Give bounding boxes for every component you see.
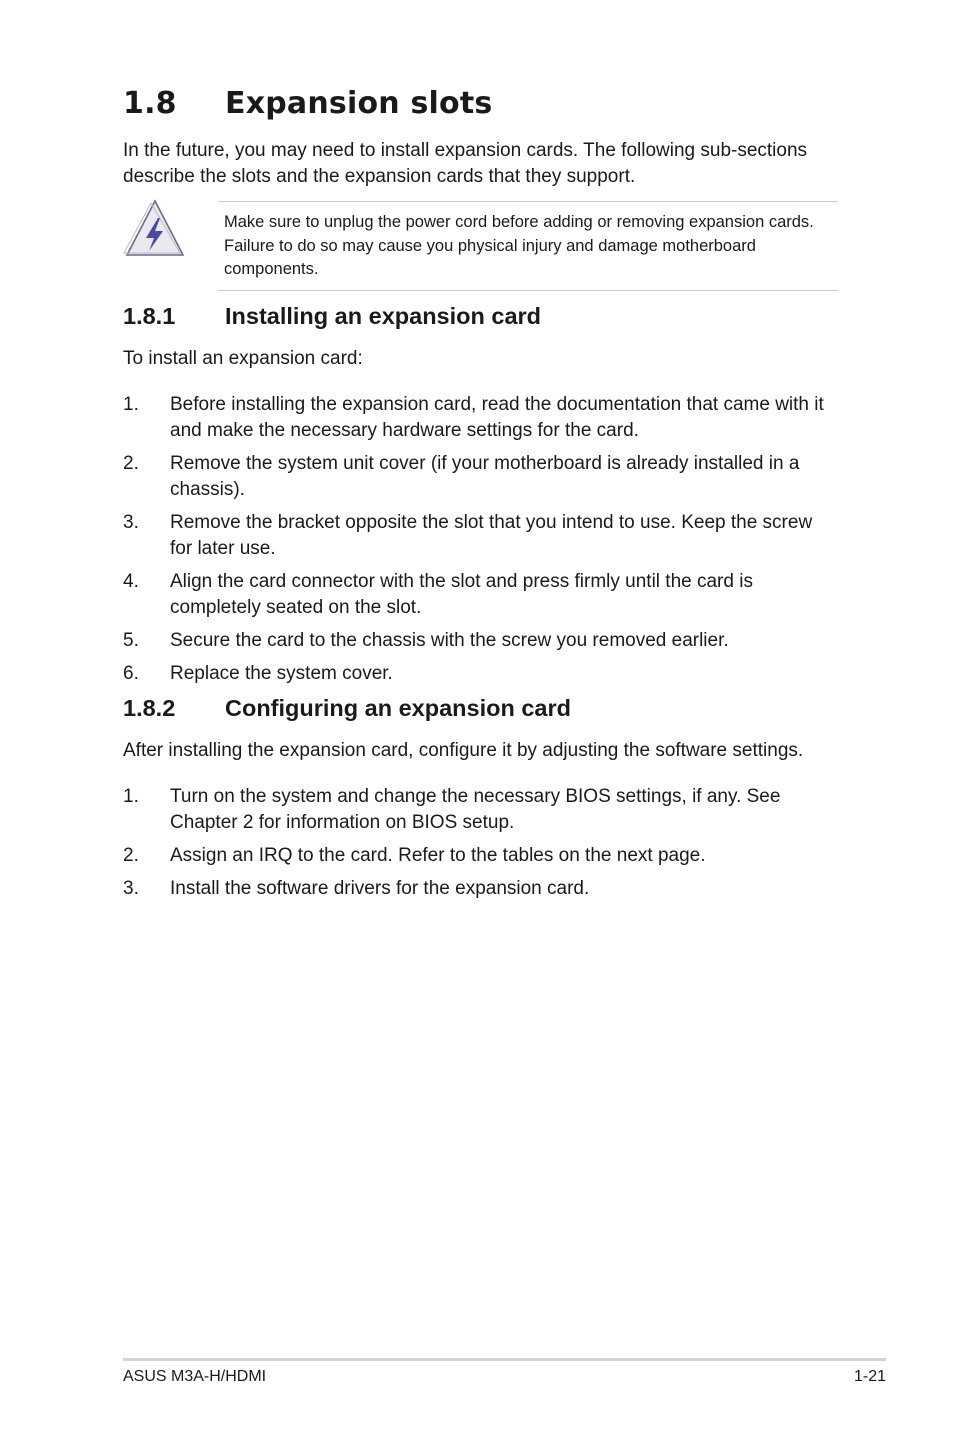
step-number: 5. — [123, 630, 139, 651]
subsection-title-configuring — [123, 695, 571, 722]
install-steps-list — [123, 392, 838, 694]
subsection-title-text: Configuring an expansion card — [225, 695, 572, 721]
step-number: 6. — [123, 663, 139, 684]
step-text: Assign an IRQ to the card. Refer to the tables on the next page. — [170, 845, 706, 866]
step-text: Turn on the system and change the necessary BIOS settings, if any. See Chapter 2 for information on BIOS setup. — [170, 786, 781, 833]
subsection-number: 1.8.2 — [123, 695, 176, 721]
step-number: 3. — [123, 878, 139, 899]
step-text: Replace the system cover. — [170, 663, 393, 684]
footer-page-number: 1-21 — [853, 1368, 886, 1385]
step-text: Secure the card to the chassis with the screw you removed earlier. — [170, 630, 729, 651]
step-text: Before installing the expansion card, read the documentation that came with it and make the necessary hardware settings for the card. — [170, 394, 824, 441]
step-text: Install the software drivers for the expansion card. — [170, 878, 590, 899]
list-item — [123, 569, 838, 621]
note-text: Make sure to unplug the power cord before adding or removing expansion cards. Failure to do so may cause you physical injury and damage motherboard components. — [218, 201, 838, 291]
configure-steps-list — [123, 784, 838, 909]
intro-paragraph: In the future, you may need to install expansion cards. The following sub-sections describe the slots and the expansion cards that they support. — [123, 140, 808, 187]
list-item — [123, 451, 838, 503]
step-number: 3. — [123, 512, 139, 533]
footer-product-name: ASUS M3A-H/HDMI — [123, 1368, 267, 1385]
step-number: 4. — [123, 571, 139, 592]
footer-divider — [123, 1358, 886, 1361]
subsection-title-installing — [123, 303, 541, 330]
step-number: 1. — [123, 786, 139, 807]
list-item — [123, 784, 838, 836]
list-item — [123, 392, 838, 444]
section-title-text: Expansion slots — [225, 86, 493, 121]
step-number: 1. — [123, 394, 139, 415]
subsection-number: 1.8.1 — [123, 303, 176, 329]
list-item — [123, 510, 838, 562]
list-item — [123, 876, 838, 902]
page-title — [123, 86, 492, 121]
list-item — [123, 843, 838, 869]
warning-note — [123, 196, 838, 288]
step-number: 2. — [123, 845, 139, 866]
install-lead: To install an expansion card: — [123, 348, 363, 369]
warning-lightning-icon — [123, 198, 185, 258]
step-number: 2. — [123, 453, 139, 474]
section-number: 1.8 — [123, 86, 177, 121]
step-text: Remove the system unit cover (if your motherboard is already installed in a chassis). — [170, 453, 800, 500]
step-text: Align the card connector with the slot and press firmly until the card is completely seated on the slot. — [170, 571, 753, 618]
list-item — [123, 628, 838, 654]
subsection-title-text: Installing an expansion card — [225, 303, 542, 329]
step-text: Remove the bracket opposite the slot that you intend to use. Keep the screw for later use. — [170, 512, 813, 559]
list-item — [123, 661, 838, 687]
configure-lead: After installing the expansion card, configure it by adjusting the software settings. — [123, 740, 804, 761]
